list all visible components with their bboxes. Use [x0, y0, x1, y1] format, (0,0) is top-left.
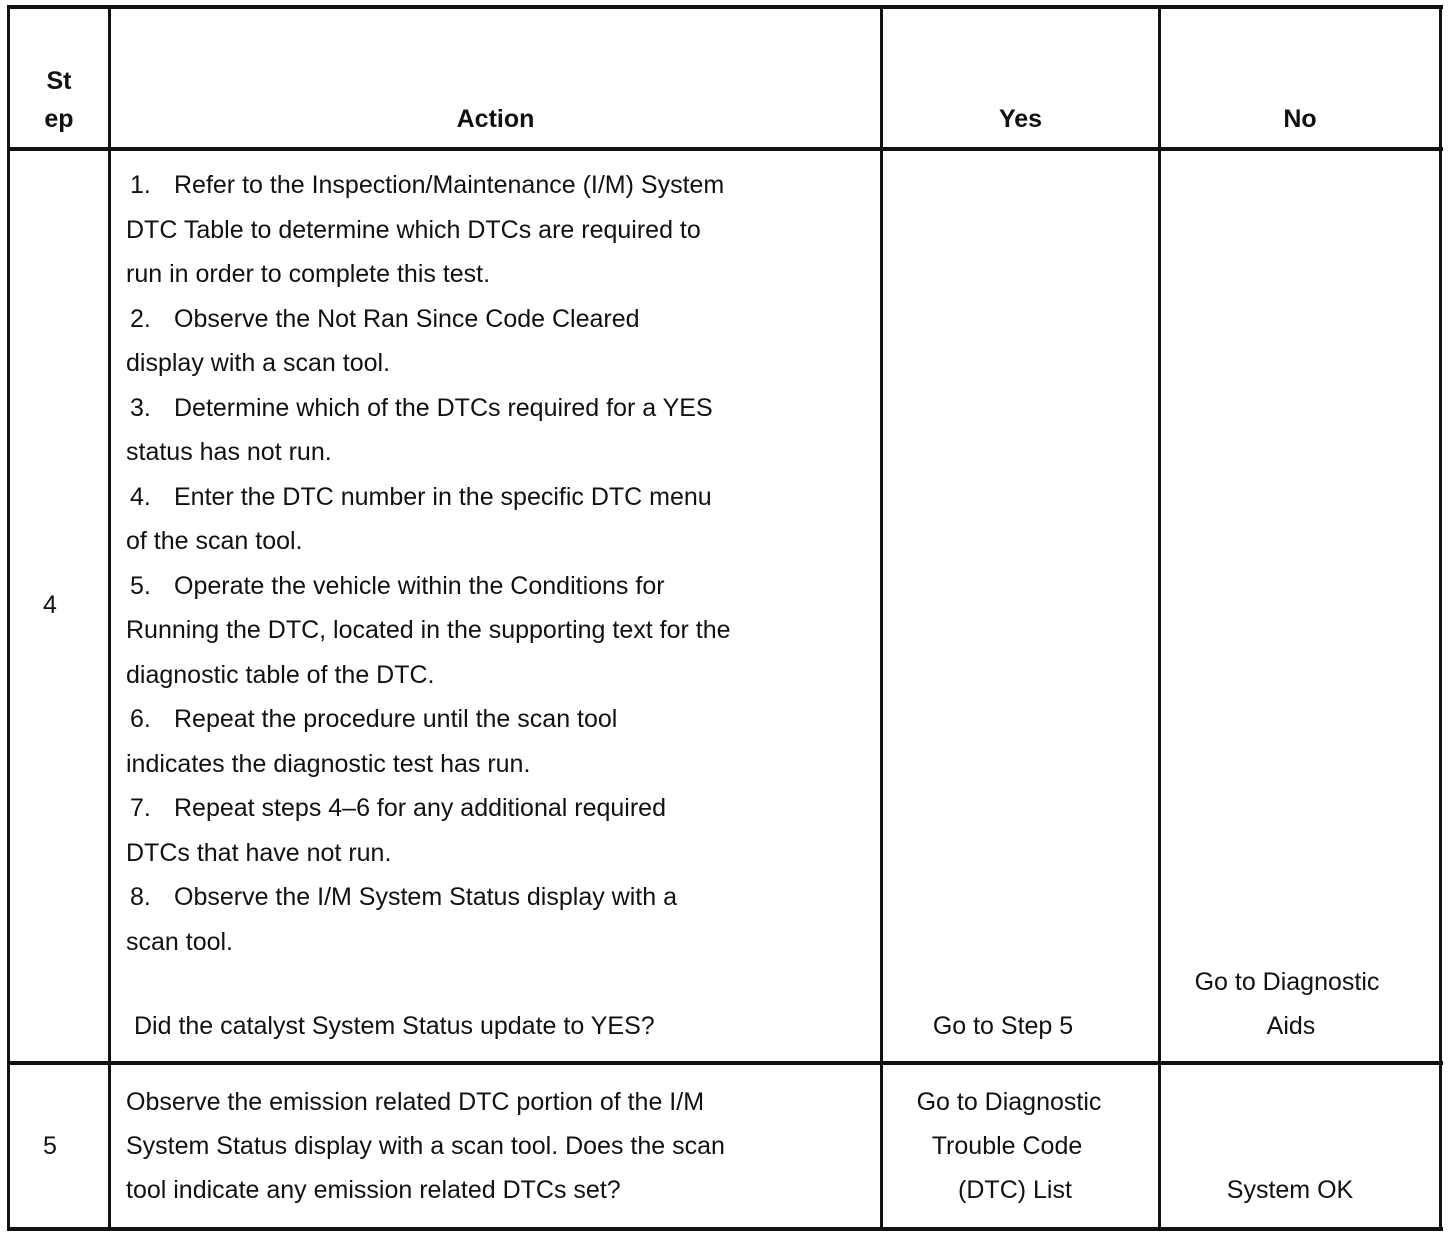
row4-yes: Go to Step 5 [932, 1012, 1074, 1040]
step-number: 8. [130, 883, 151, 911]
header-action: Action [456, 105, 535, 133]
action-line [126, 875, 731, 920]
action-line-text: Determine which of the DTCs required for a YES [174, 393, 713, 422]
action-line [126, 341, 731, 386]
row4-step: 4 [43, 591, 57, 619]
header-no: No [1283, 105, 1317, 133]
action-line-text: Enter the DTC number in the specific DTC menu [174, 482, 712, 511]
header-step-line2: ep [44, 105, 74, 133]
action-line-text: DTC Table to determine which DTCs are required to [126, 215, 701, 244]
row5-step: 5 [43, 1132, 57, 1160]
row5-action-line2: System Status display with a scan tool. Does the scan [126, 1132, 725, 1160]
table-right-border [1439, 5, 1442, 1231]
action-line-text: Repeat steps 4–6 for any additional required [174, 794, 666, 822]
action-line [126, 920, 731, 965]
row5-yes-line1: Go to Diagnostic [916, 1088, 1102, 1116]
step-number: 7. [130, 794, 151, 822]
step-number: 1. [130, 171, 151, 199]
action-line-text: Observe the I/M System Status display with a [174, 883, 677, 911]
row4-no-line1: Go to Diagnostic [1194, 968, 1380, 996]
table-top-border [7, 5, 1443, 9]
action-line-text: Observe the Not Ran Since Code Cleared [174, 304, 640, 333]
step-number: 4. [130, 482, 151, 511]
action-line [126, 742, 731, 787]
row4-question: Did the catalyst System Status update to YES? [134, 1012, 655, 1040]
action-line [126, 208, 731, 253]
action-line [126, 252, 731, 297]
action-line [126, 564, 731, 609]
row5-action-line3: tool indicate any emission related DTCs set? [126, 1176, 621, 1204]
step-number: 2. [130, 304, 151, 333]
table-bottom-border [7, 1227, 1443, 1231]
action-line-text: indicates the diagnostic test has run. [126, 749, 531, 778]
row4-bottom-border [7, 1061, 1443, 1065]
row4-action-steps [126, 163, 731, 964]
row5-action-line1: Observe the emission related DTC portion of the I/M [126, 1088, 705, 1116]
header-step-line1: St [46, 67, 72, 95]
action-line-text: display with a scan tool. [126, 349, 391, 377]
action-line [126, 697, 731, 742]
action-line-text: scan tool. [126, 927, 234, 956]
action-line-text: of the scan tool. [126, 527, 303, 555]
action-line-text: Refer to the Inspection/Maintenance (I/M) System [174, 171, 725, 199]
action-line [126, 608, 731, 653]
action-line-text: status has not run. [126, 438, 332, 466]
step-number: 6. [130, 705, 151, 733]
action-line-text: Operate the vehicle within the Conditions for [174, 571, 665, 600]
header-yes: Yes [998, 105, 1043, 133]
action-line-text: run in order to complete this test. [126, 260, 491, 288]
header-bottom-border [7, 147, 1443, 151]
step-number: 5. [130, 571, 151, 600]
action-line-text: diagnostic table of the DTC. [126, 660, 435, 689]
header-step [10, 62, 108, 138]
action-line [126, 653, 731, 698]
row5-yes-line2: Trouble Code [931, 1132, 1083, 1160]
action-line-text: Running the DTC, located in the supporting text for the [126, 616, 731, 644]
action-line-text: DTCs that have not run. [126, 838, 392, 867]
action-line [126, 163, 731, 208]
action-line [126, 831, 731, 876]
action-line-text: Repeat the procedure until the scan tool [174, 705, 618, 733]
action-line [126, 430, 731, 475]
row5-yes-line3: (DTC) List [958, 1176, 1072, 1204]
row4-no-line2: Aids [1266, 1012, 1316, 1040]
step-action-divider [108, 5, 111, 1231]
row5-no: System OK [1226, 1176, 1354, 1204]
action-line [126, 386, 731, 431]
action-line [126, 519, 731, 564]
step-number: 3. [130, 393, 151, 422]
action-line [126, 297, 731, 342]
action-line [126, 786, 731, 831]
action-line [126, 475, 731, 520]
